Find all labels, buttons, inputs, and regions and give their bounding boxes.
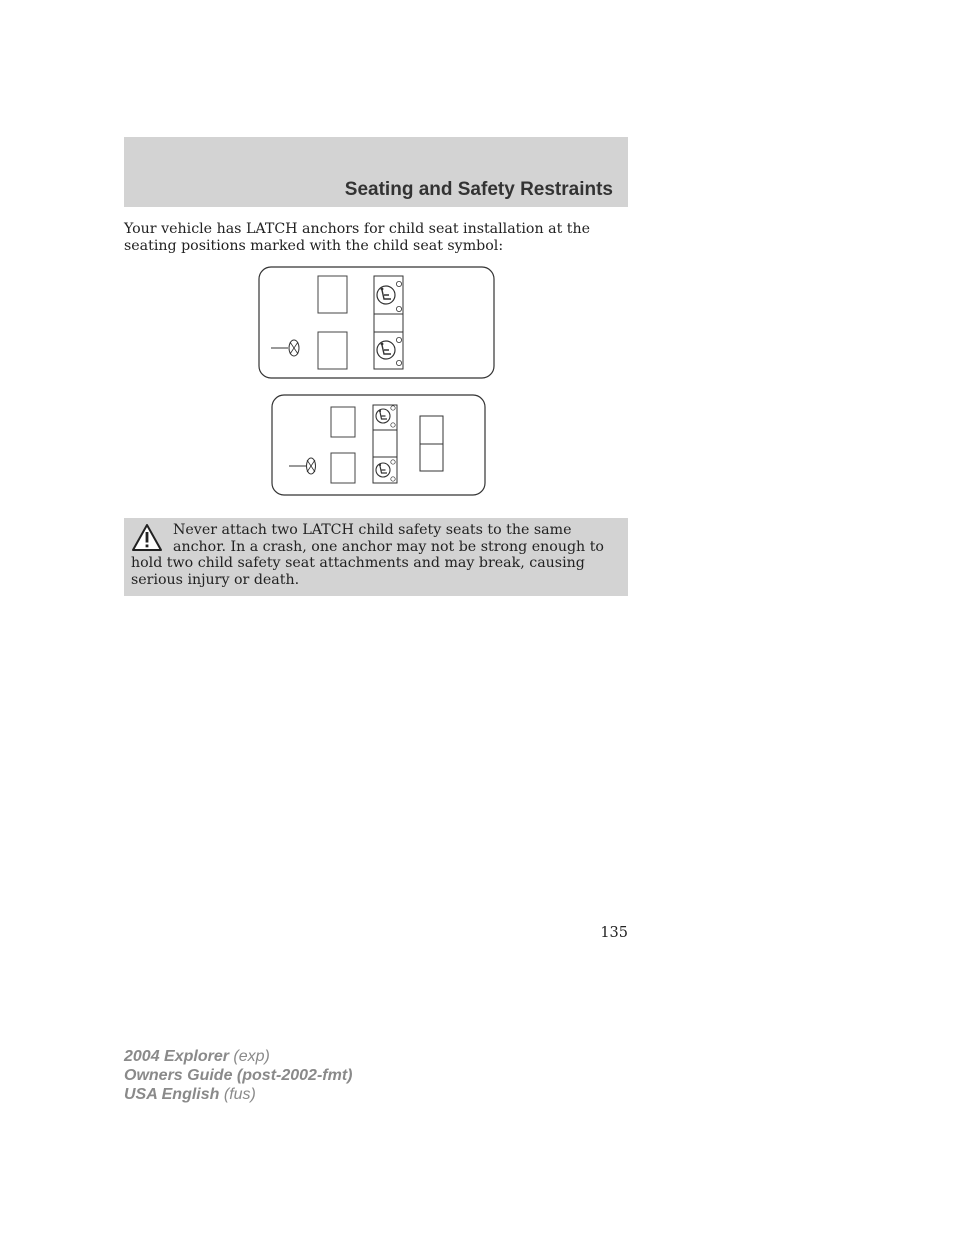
child-seat-icon [377,286,395,304]
latch-diagram-three-row [271,394,487,498]
child-seat-icon [376,463,390,477]
driver-seat [318,332,347,369]
section-title: Seating and Safety Restraints [344,179,613,200]
footer-line-1: 2004 Explorer (exp) [124,1048,270,1065]
child-seat-icon [376,409,390,423]
driver-seat [331,453,355,483]
front-passenger-seat [318,276,347,313]
intro-paragraph: Your vehicle has LATCH anchors for child seat installation at the seating positions marked with the child seat symbol: [124,221,591,254]
front-passenger-seat [331,407,355,437]
footer-line-3: USA English (fus) [124,1086,256,1103]
footer-line-2: Owners Guide (post-2002-fmt) [124,1067,353,1084]
document-footer [124,1047,352,1104]
page-number: 135 [600,925,628,941]
warning-text: Never attach two LATCH child safety seats to the same anchor. In a crash, one anchor may not be strong enough to hold two child safety seat attachments and may break, causing serious injury or death. [131,522,604,588]
latch-diagram-two-row [258,266,496,381]
section-header [124,137,628,207]
child-seat-icon [377,341,395,359]
warning-box [124,518,628,596]
